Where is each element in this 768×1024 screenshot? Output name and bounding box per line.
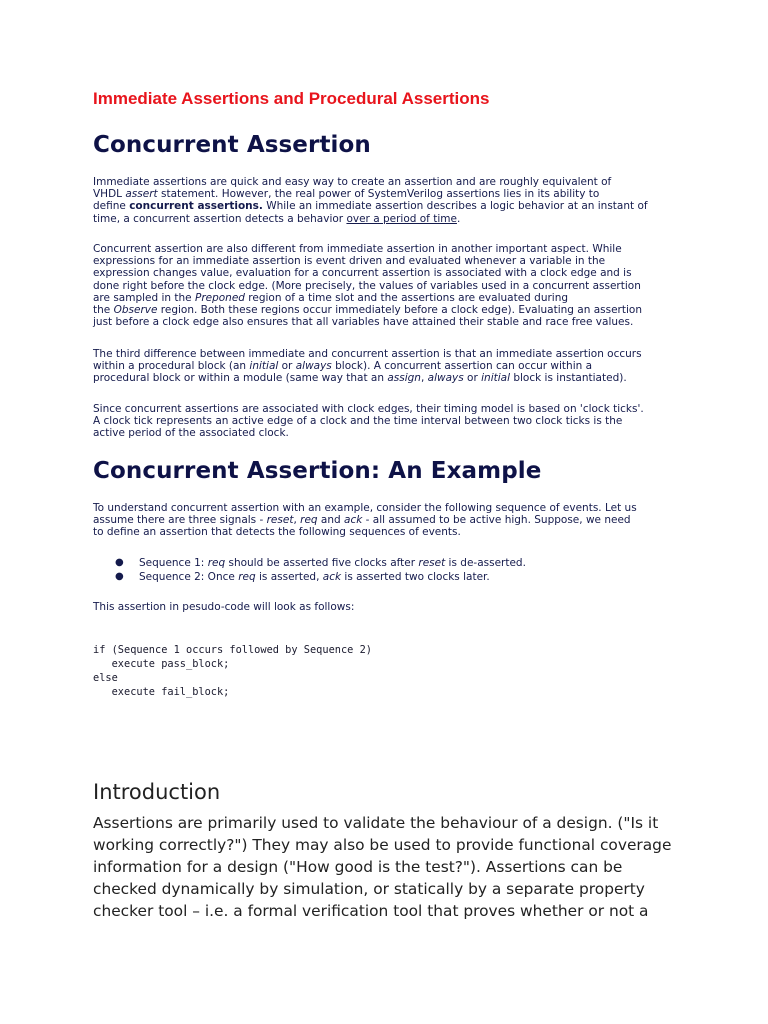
text-line: expression changes value, evaluation for a concurrent assertion is associated with a clock edge and is: [93, 267, 632, 280]
text-line: working correctly?") They may also be used to provide functional coverage: [93, 836, 672, 854]
text-fragment: is asserted two clocks later.: [341, 571, 490, 584]
italic-term: ack: [344, 514, 363, 527]
text-line: Since concurrent assertions are associated with clock edges, their timing model is based on 'clock ticks'.: [93, 403, 644, 415]
paragraph-example-intro: [93, 502, 683, 539]
italic-term: req: [300, 514, 318, 527]
text-fragment: or: [278, 360, 296, 373]
text-fragment: is asserted,: [255, 571, 323, 584]
text-fragment: Sequence 1:: [139, 557, 208, 569]
italic-term: always: [295, 360, 332, 373]
paragraph-clock-edge-evaluation: [93, 243, 683, 328]
section-title-concurrent-assertion: Concurrent Assertion: [93, 132, 371, 158]
text-fragment: within a procedural block (an: [93, 360, 250, 373]
italic-term: Observe: [113, 304, 158, 317]
list-item: [93, 556, 526, 570]
bullet-icon: ●: [115, 557, 124, 568]
italic-term: initial: [249, 360, 279, 373]
underlined-term: over a period of time: [346, 212, 457, 225]
italic-term: reset: [266, 514, 294, 527]
paragraph-clock-ticks: [93, 403, 683, 440]
text-fragment: VHDL: [93, 188, 126, 201]
text-line: Concurrent assertion are also different from immediate assertion in another important aspect. While: [93, 243, 622, 255]
italic-term: Preponed: [194, 291, 245, 304]
text-line: expressions for an immediate assertion is event driven and evaluated whenever a variable in the: [93, 255, 606, 268]
text-fragment: is de-asserted.: [445, 557, 526, 569]
text-fragment: ,: [420, 372, 428, 385]
text-line: Immediate assertions are quick and easy way to create an assertion and are roughly equivalent of: [93, 176, 612, 188]
text-line: checker tool – i.e. a formal verification tool that proves whether or not a: [93, 902, 649, 920]
text-fragment: region. Both these regions occur immediately before a clock edge). Evaluating an assertion: [157, 304, 642, 317]
text-fragment: region of a time slot and the assertions are evaluated during: [244, 291, 569, 304]
text-fragment: the: [93, 304, 114, 317]
list-item: [93, 570, 526, 584]
text-fragment: - all assumed to be active high. Suppose, we need: [362, 514, 631, 527]
text-line: information for a design ("How good is the test?"). Assertions can be: [93, 858, 623, 876]
top-heading: Immediate Assertions and Procedural Assertions: [93, 89, 490, 108]
text-fragment: are sampled in the: [93, 291, 195, 304]
text-fragment: assume there are three signals -: [93, 514, 267, 527]
italic-term: reset: [418, 557, 446, 569]
text-line: to define an assertion that detects the following sequences of events.: [93, 526, 461, 539]
text-line: The third difference between immediate and concurrent assertion is that an immediate assertion occurs: [93, 348, 642, 360]
text-fragment: and: [317, 514, 345, 527]
text-fragment: or: [463, 372, 482, 385]
pseudo-code-block: if (Sequence 1 occurs followed by Sequence 2) execute pass_block; else execute fail_block;: [93, 644, 372, 698]
text-fragment: ,: [293, 514, 301, 527]
italic-term: assign: [387, 372, 421, 385]
text-fragment: While an immediate assertion describes a logic behavior at an instant of: [262, 200, 648, 213]
text-fragment: block is instantiated).: [510, 372, 627, 385]
paragraph-third-difference: [93, 348, 683, 385]
italic-term: ack: [322, 571, 342, 584]
text-fragment: should be asserted five clocks after: [225, 557, 419, 569]
text-fragment: define: [93, 200, 130, 213]
text-fragment: block). A concurrent assertion can occur within a: [331, 360, 593, 373]
text-line: checked dynamically by simulation, or statically by a separate property: [93, 880, 645, 898]
bold-term: concurrent assertions.: [129, 200, 263, 213]
text-line: just before a clock edge also ensures that all variables have attained their stable and race free values.: [93, 316, 634, 329]
text-line: Assertions are primarily used to validate the behaviour of a design. ("Is it: [93, 814, 659, 832]
paragraph-immediate-vs-concurrent: [93, 176, 683, 225]
pseudo-code-intro: This assertion in pesudo-code will look as follows:: [93, 601, 355, 613]
text-line: To understand concurrent assertion with an example, consider the following sequence of events. Let us: [93, 502, 637, 514]
italic-term: initial: [481, 372, 511, 385]
text-line: active period of the associated clock.: [93, 427, 289, 440]
bullet-icon: ●: [115, 571, 124, 583]
italic-term: req: [238, 571, 256, 584]
text-line: done right before the clock edge. (More precisely, the values of variables used in a concurrent assertion: [93, 279, 641, 292]
text-fragment: .: [456, 212, 461, 225]
section-title-example: Concurrent Assertion: An Example: [93, 458, 542, 484]
text-fragment: Sequence 2: Once: [139, 571, 239, 584]
paragraph-introduction: [93, 812, 673, 922]
italic-term: req: [207, 557, 226, 569]
section-title-introduction: Introduction: [93, 780, 221, 804]
text-fragment: statement. However, the real power of SystemVerilog assertions lies in its ability to: [157, 188, 600, 201]
italic-term: assert: [125, 188, 158, 201]
text-fragment: procedural block or within a module (same way that an: [93, 372, 388, 385]
sequence-list: [93, 556, 526, 584]
text-line: A clock tick represents an active edge of a clock and the time interval between two clock ticks is the: [93, 415, 623, 428]
text-fragment: time, a concurrent assertion detects a behavior: [93, 212, 347, 225]
italic-term: always: [427, 372, 464, 385]
